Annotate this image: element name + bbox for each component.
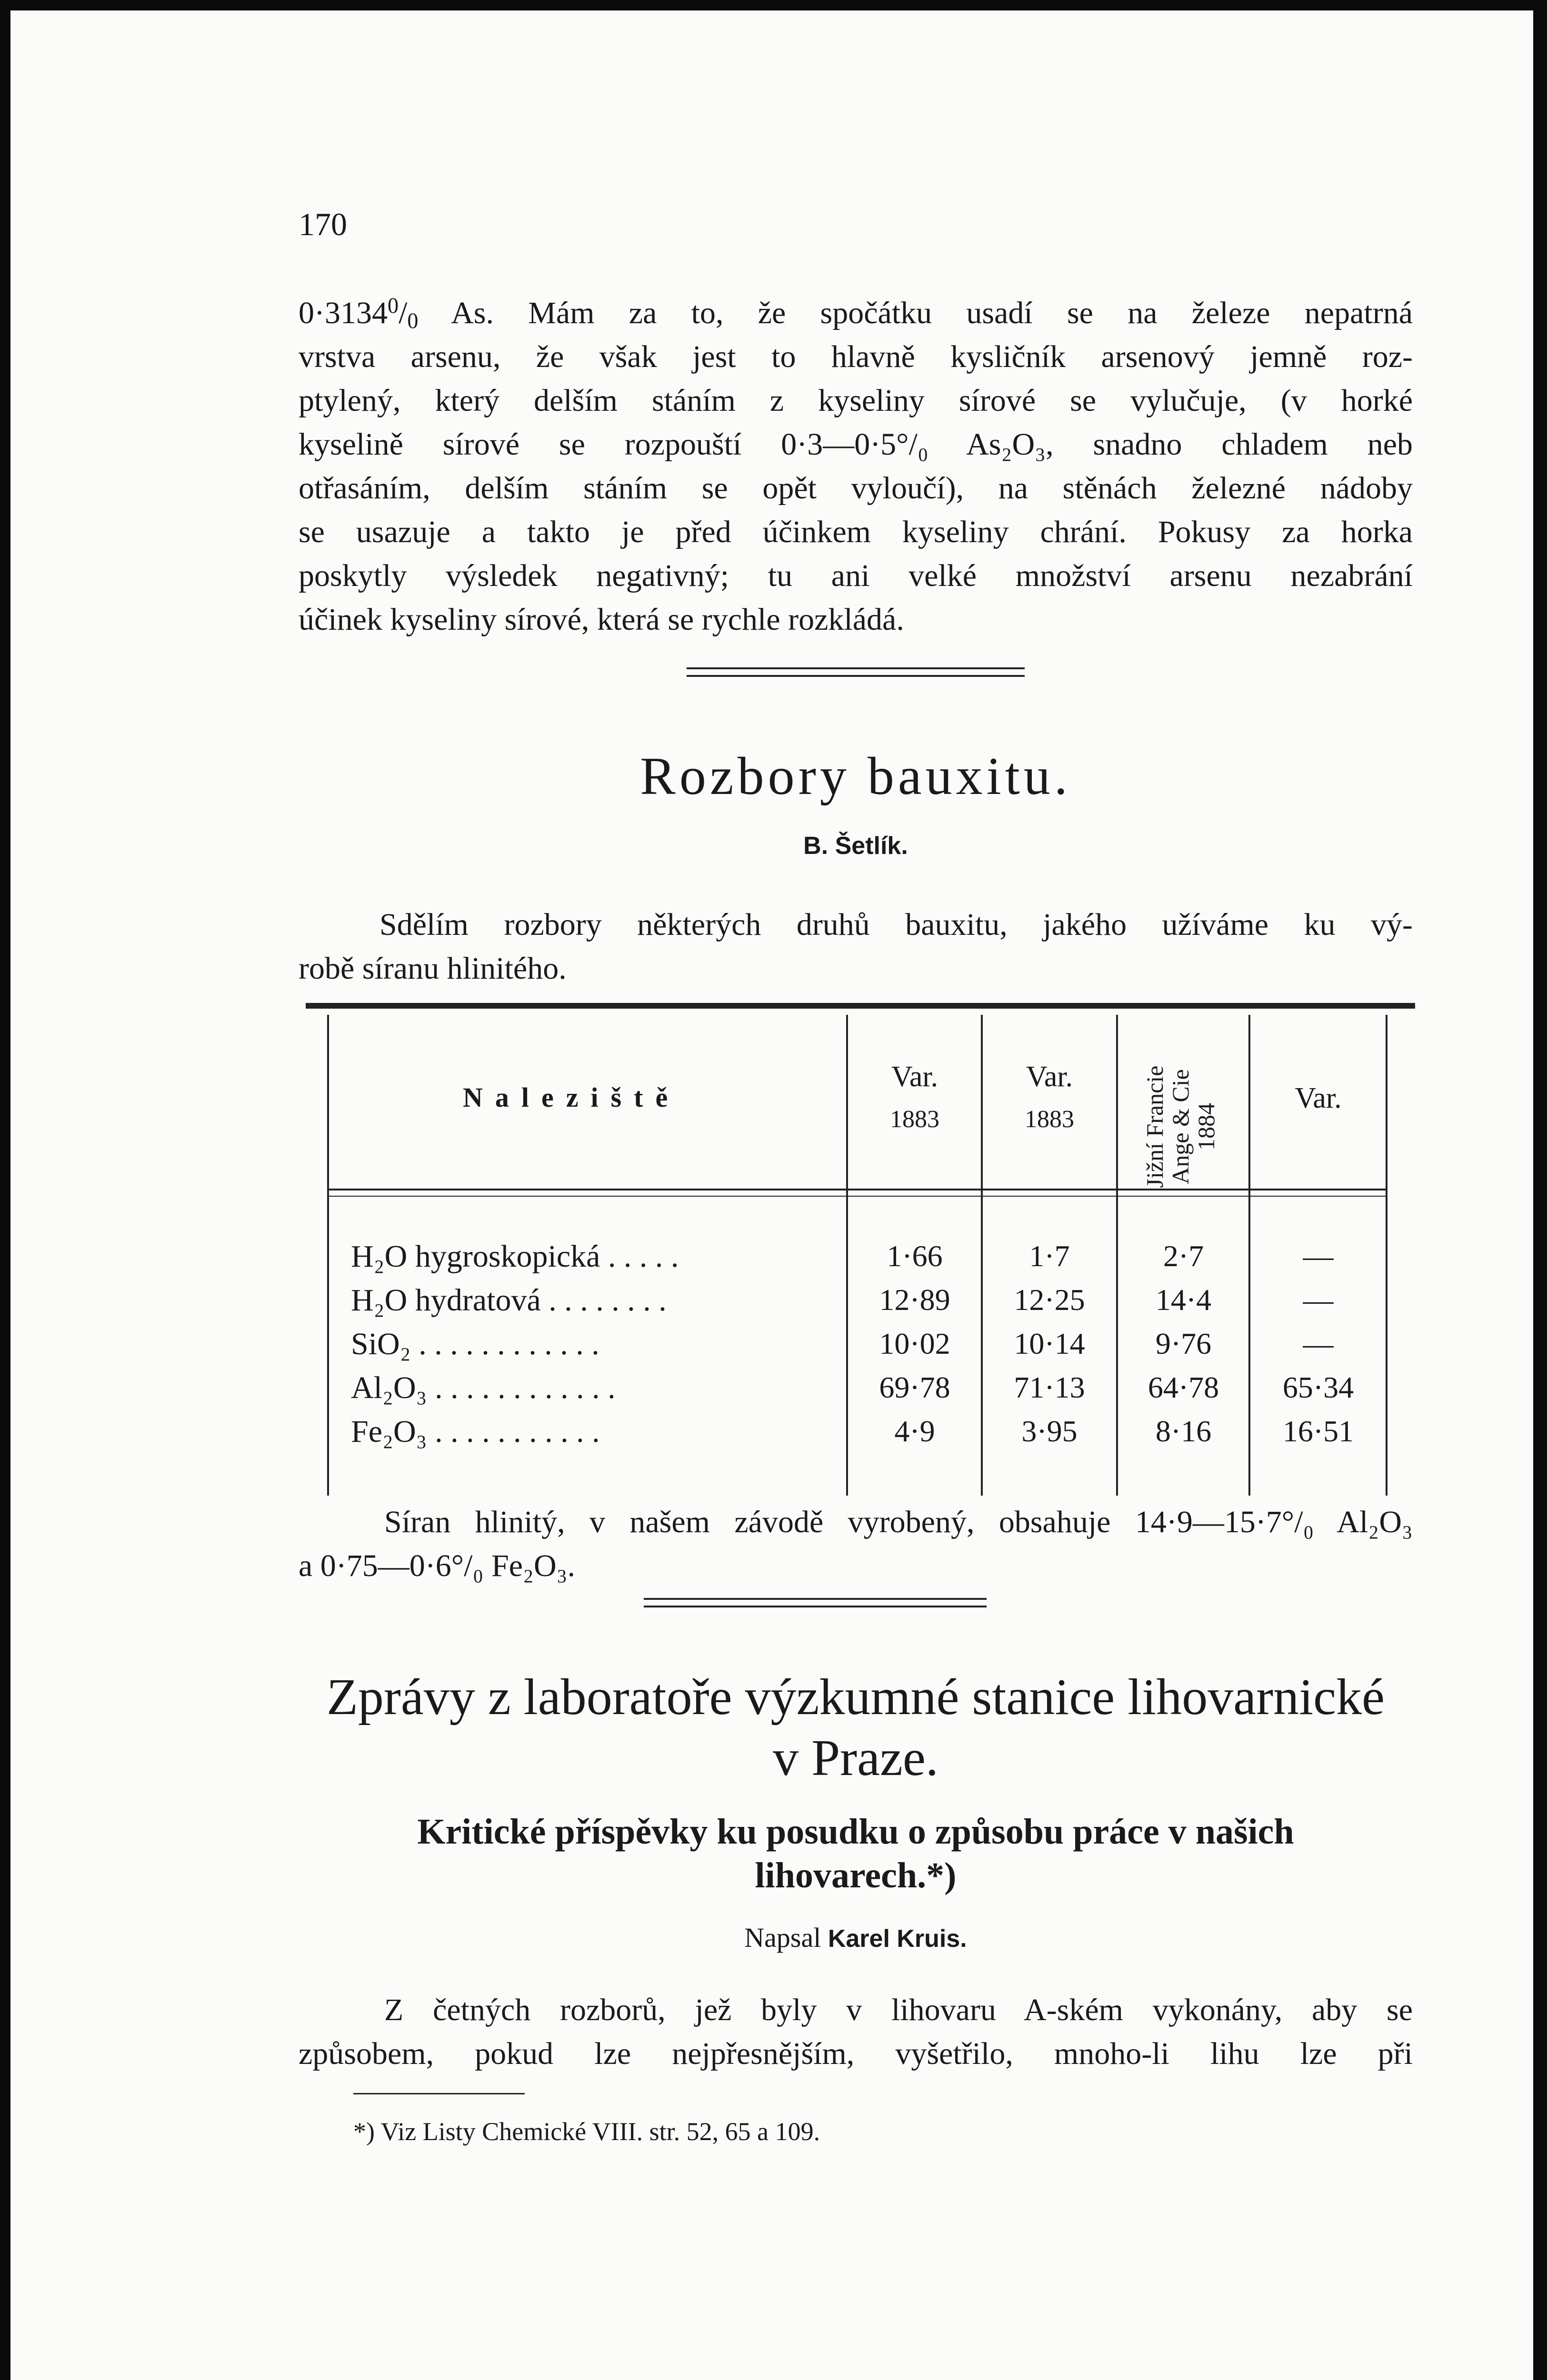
section2-byline [299,1922,1413,1954]
section2-body-line-2: způsobem, pokud lze nejpřesnějším, vyšetřilo, mnoho-li lihu lze při [299,2036,1413,2071]
after-table-line-2: a 0·75—0·6°/₀ Fe₂O₃. [299,1548,576,1583]
table-vline-1 [846,1015,848,1496]
row-name: H₂O hygroskopická . . . . . [351,1239,679,1274]
row-v4: — [1303,1239,1334,1273]
row-v1: 12·89 [879,1283,950,1317]
header-col3-line-3: 1884 [1193,1103,1219,1150]
section-divider-1 [687,667,1025,677]
section2-body [299,1988,1413,2076]
table-vline-5 [1386,1015,1387,1496]
table-vline-3 [1116,1015,1118,1496]
header-col1-label: Var. [891,1061,938,1093]
header-col2-label: Var. [1026,1061,1073,1093]
row-name: Fe₂O₃ . . . . . . . . . . . [351,1414,600,1449]
page-number: 170 [299,206,347,242]
table-vline-2 [981,1015,983,1496]
section1-title: Rozbory bauxitu. [640,747,1071,806]
section1-title-wrap [299,746,1413,807]
header-col2-year: 1883 [1025,1106,1074,1133]
row-v1: 4·9 [894,1414,935,1448]
intro-line-2: vrstva arsenu, že však jest to hlavně kysličník arsenový jemně roz- [299,339,1413,374]
section1-lead-line-1: Sdělím rozbory některých druhů bauxitu, jakého užíváme ku vý- [379,907,1413,942]
footnote: *) Viz Listy Chemické VIII. str. 52, 65 a 109. [353,2117,820,2146]
table-vline-0 [327,1015,329,1496]
row-v2: 1·7 [1029,1239,1070,1273]
section2-title-line-1: Zprávy z laboratoře výzkumné stanice lihovarnické [326,1669,1385,1726]
section1-author: B. Šetlík. [803,832,908,860]
header-col3-line-1: Jižní Francie [1141,1065,1168,1188]
row-v3: 14·4 [1155,1283,1212,1317]
row-v4: 16·51 [1282,1414,1354,1448]
row-v2: 12·25 [1014,1283,1085,1317]
table-vline-4 [1248,1015,1250,1496]
intro-line-6: se usazuje a takto je před účinkem kyseliny chrání. Pokusy za horka [299,515,1413,549]
section2-title-line-2: v Praze. [773,1730,938,1786]
header-col3 [1142,1012,1223,1241]
row-v1: 10·02 [879,1327,950,1360]
footnote-rule [353,2093,525,2094]
table-header-rule [327,1189,1387,1190]
row-v3: 9·76 [1155,1327,1212,1360]
section1-lead [299,903,1413,991]
row-v1: 69·78 [879,1370,950,1404]
section2-subtitle-line-2: lihovarech.*) [755,1855,957,1895]
byline-prefix: Napsal [744,1922,828,1953]
header-naleziste: Naleziště [463,1082,680,1113]
byline-author: Karel Kruis. [828,1925,967,1953]
intro-paragraph [299,291,1413,642]
row-v3: 8·16 [1155,1414,1212,1448]
section2-subtitle-wrap [299,1810,1413,1897]
section2-subtitle-line-1: Kritické příspěvky ku posudku o způsobu práce v našich [417,1812,1294,1852]
row-v2: 10·14 [1014,1327,1085,1360]
intro-line-4: kyselině sírové se rozpouští 0·3—0·5°/₀ As₂O₃, snadno chladem neb [299,427,1413,462]
section-divider-2 [644,1598,987,1607]
row-v4: 65·34 [1282,1370,1354,1404]
after-table-paragraph [299,1500,1413,1588]
row-v2: 3·95 [1021,1414,1078,1448]
row-name: SiO₂ . . . . . . . . . . . . [351,1327,599,1361]
section2-body-line-1: Z četných rozborů, jež byly v lihovaru A-ském vykonány, aby se [384,1993,1413,2027]
intro-line-7: poskytly výsledek negativný; tu ani velké množství arsenu nezabrání [299,558,1413,593]
row-v3: 2·7 [1163,1239,1204,1273]
row-v2: 71·13 [1014,1370,1085,1404]
header-col1-year: 1883 [890,1106,939,1133]
row-name: H₂O hydratová . . . . . . . . [351,1283,667,1318]
after-table-line-1: Síran hlinitý, v našem závodě vyrobený, obsahuje 14·9—15·7°/₀ Al₂O₃ [384,1505,1413,1539]
row-v4: — [1303,1283,1334,1317]
row-v3: 64·78 [1148,1370,1219,1404]
table-top-rule [306,1003,1415,1009]
intro-line-1: $0\cdot 3134^0/_0$ As. Mám za to, že spočátku usadí se na železe nepatrná [299,293,1413,333]
intro-line-5: otřasáním, delším stáním se opět vyloučí), na stěnách železné nádoby [299,471,1413,506]
row-v1: 1·66 [887,1239,943,1273]
section1-lead-line-2: robě síranu hlinitého. [299,951,567,986]
row-name: Al₂O₃ . . . . . . . . . . . . [351,1370,616,1405]
intro-line-3: ptylený, který delším stáním z kyseliny sírové se vylučuje, (v horké [299,383,1413,418]
intro-line-8: účinek kyseliny sírové, která se rychle rozkládá. [299,602,904,637]
page [10,10,1533,2380]
header-col4-label: Var. [1295,1082,1342,1114]
row-v4: — [1303,1327,1334,1360]
table-header-rule-thin [327,1196,1387,1197]
section2-title-wrap [299,1667,1413,1789]
header-col3-line-2: Ange & Cie [1167,1069,1194,1184]
